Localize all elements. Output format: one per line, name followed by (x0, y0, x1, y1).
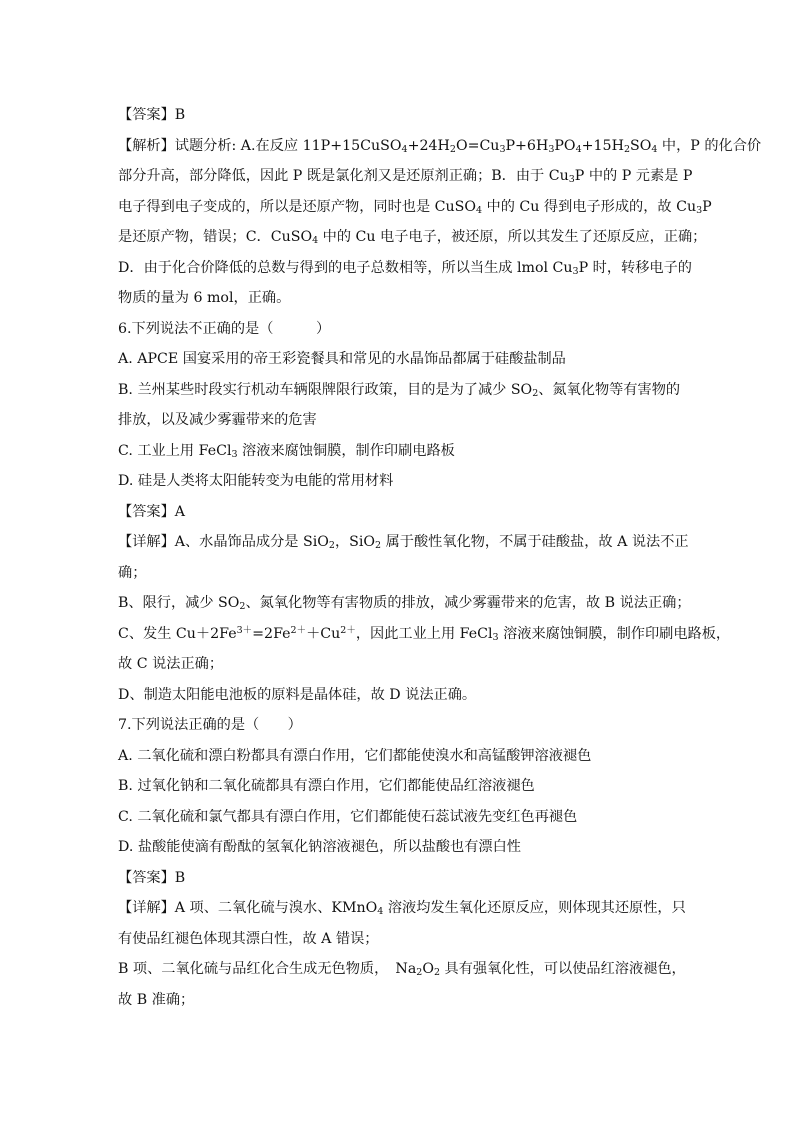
para-line: D．由于化合价降低的总数与得到的电子总数相等，所以当生成 lmol $Cu_3P$ 时，转移电子的 (118, 259, 692, 277)
answer-line: 【答案】B (118, 869, 186, 886)
option-line: C. 工业上用 FeCl$_3$ 溶液来腐蚀铜膜，制作印刷电路板 (118, 442, 455, 460)
para-line: 【解析】试题分析: A.在反应 $11P+15CuSO_4+24H_2O=Cu_3P+6H_3PO_4+15H_2SO_4$ 中，P 的化合价 (118, 137, 762, 155)
para-line: C、发生 $Cu+2Fe^{3+}=2Fe^{2+}+Cu^{2+}$，因此工业上用 FeCl$_3$ 溶液来腐蚀铜膜，制作印刷电路板， (118, 624, 731, 643)
para-line: 有使品红褪色体现其漂白性，故 A 错误； (118, 930, 379, 947)
question-line: 6.下列说法不正确的是（ ） (118, 320, 331, 337)
para-line: 物质的量为 6 mol，正确。 (118, 290, 291, 306)
answer-line: 【答案】B (118, 107, 186, 123)
option-line: D. 硅是人类将太阳能转变为电能的常用材料 (118, 473, 394, 489)
option-line: A. APCE 国宴采用的帝王彩瓷餐具和常见的水晶饰品都属于硅酸盐制品 (118, 351, 566, 367)
option-line: A. 二氧化硫和漂白粉都具有漂白作用，它们都能使溴水和高锰酸钾溶液褪色 (118, 747, 592, 764)
option-line: B. 过氧化钠和二氧化硫都具有漂白作用，它们都能使品红溶液褪色 (118, 778, 535, 794)
question-line: 7.下列说法正确的是（ ） (118, 717, 302, 733)
para-line: B 项、二氧化硫与品红化合生成无色物质， $Na_2O_2$ 具有强氧化性，可以使品红溶液褪色， (118, 961, 686, 978)
para-line: 是还原产物，错误；C．CuSO$_4$ 中的 Cu 电子电子，被还原，所以其发生了还原反应，正确； (118, 229, 707, 246)
para-line: 部分升高，部分降低，因此 P 既是氯化剂又是还原剂正确；B．由于 $Cu_3P$ 中的 P 元素是 P (118, 168, 693, 185)
para-line: 故 B 准确； (118, 991, 195, 1008)
para-line: 【详解】A 项、二氧化硫与溴水、KMnO$_4$ 溶液均发生氧化还原反应，则体现其还原性，只 (118, 900, 686, 917)
answer-line: 【答案】A (118, 503, 185, 520)
para-line: B、限行，减少 $SO_2$、氮氧化物等有害物质的排放，减少雾霾带来的危害，故 B 说法正确； (118, 595, 691, 612)
para-line: 电子得到电子变成的，所以是还原产物，同时也是 CuSO$_4$ 中的 Cu 得到电子形成的，故 $Cu_3P$ (118, 198, 712, 216)
option-line: D. 盐酸能使滴有酚酞的氢氧化钠溶液褪色，所以盐酸也有漂白性 (118, 839, 521, 855)
para-line: 【详解】A、水晶饰品成分是 SiO$_2$，SiO$_2$ 属于酸性氧化物，不属于硅酸盐，故 A 说法不正 (118, 534, 689, 551)
para-line: 确； (118, 564, 147, 581)
option-line: B. 兰州某些时段实行机动车辆限牌限行政策，目的是为了减少 $SO_2$、氮氧化物等有害物的 (118, 381, 681, 399)
document-body (118, 100, 762, 1015)
option-line: 排放，以及减少雾霾带来的危害 (118, 412, 317, 428)
option-line: C. 二氧化硫和氯气都具有漂白作用，它们都能使石蕊试液先变红色再褪色 (118, 808, 578, 825)
para-line: D、制造太阳能电池板的原料是晶体硅，故 D 说法正确。 (118, 686, 477, 703)
para-line: 故 C 说法正确； (118, 656, 224, 672)
